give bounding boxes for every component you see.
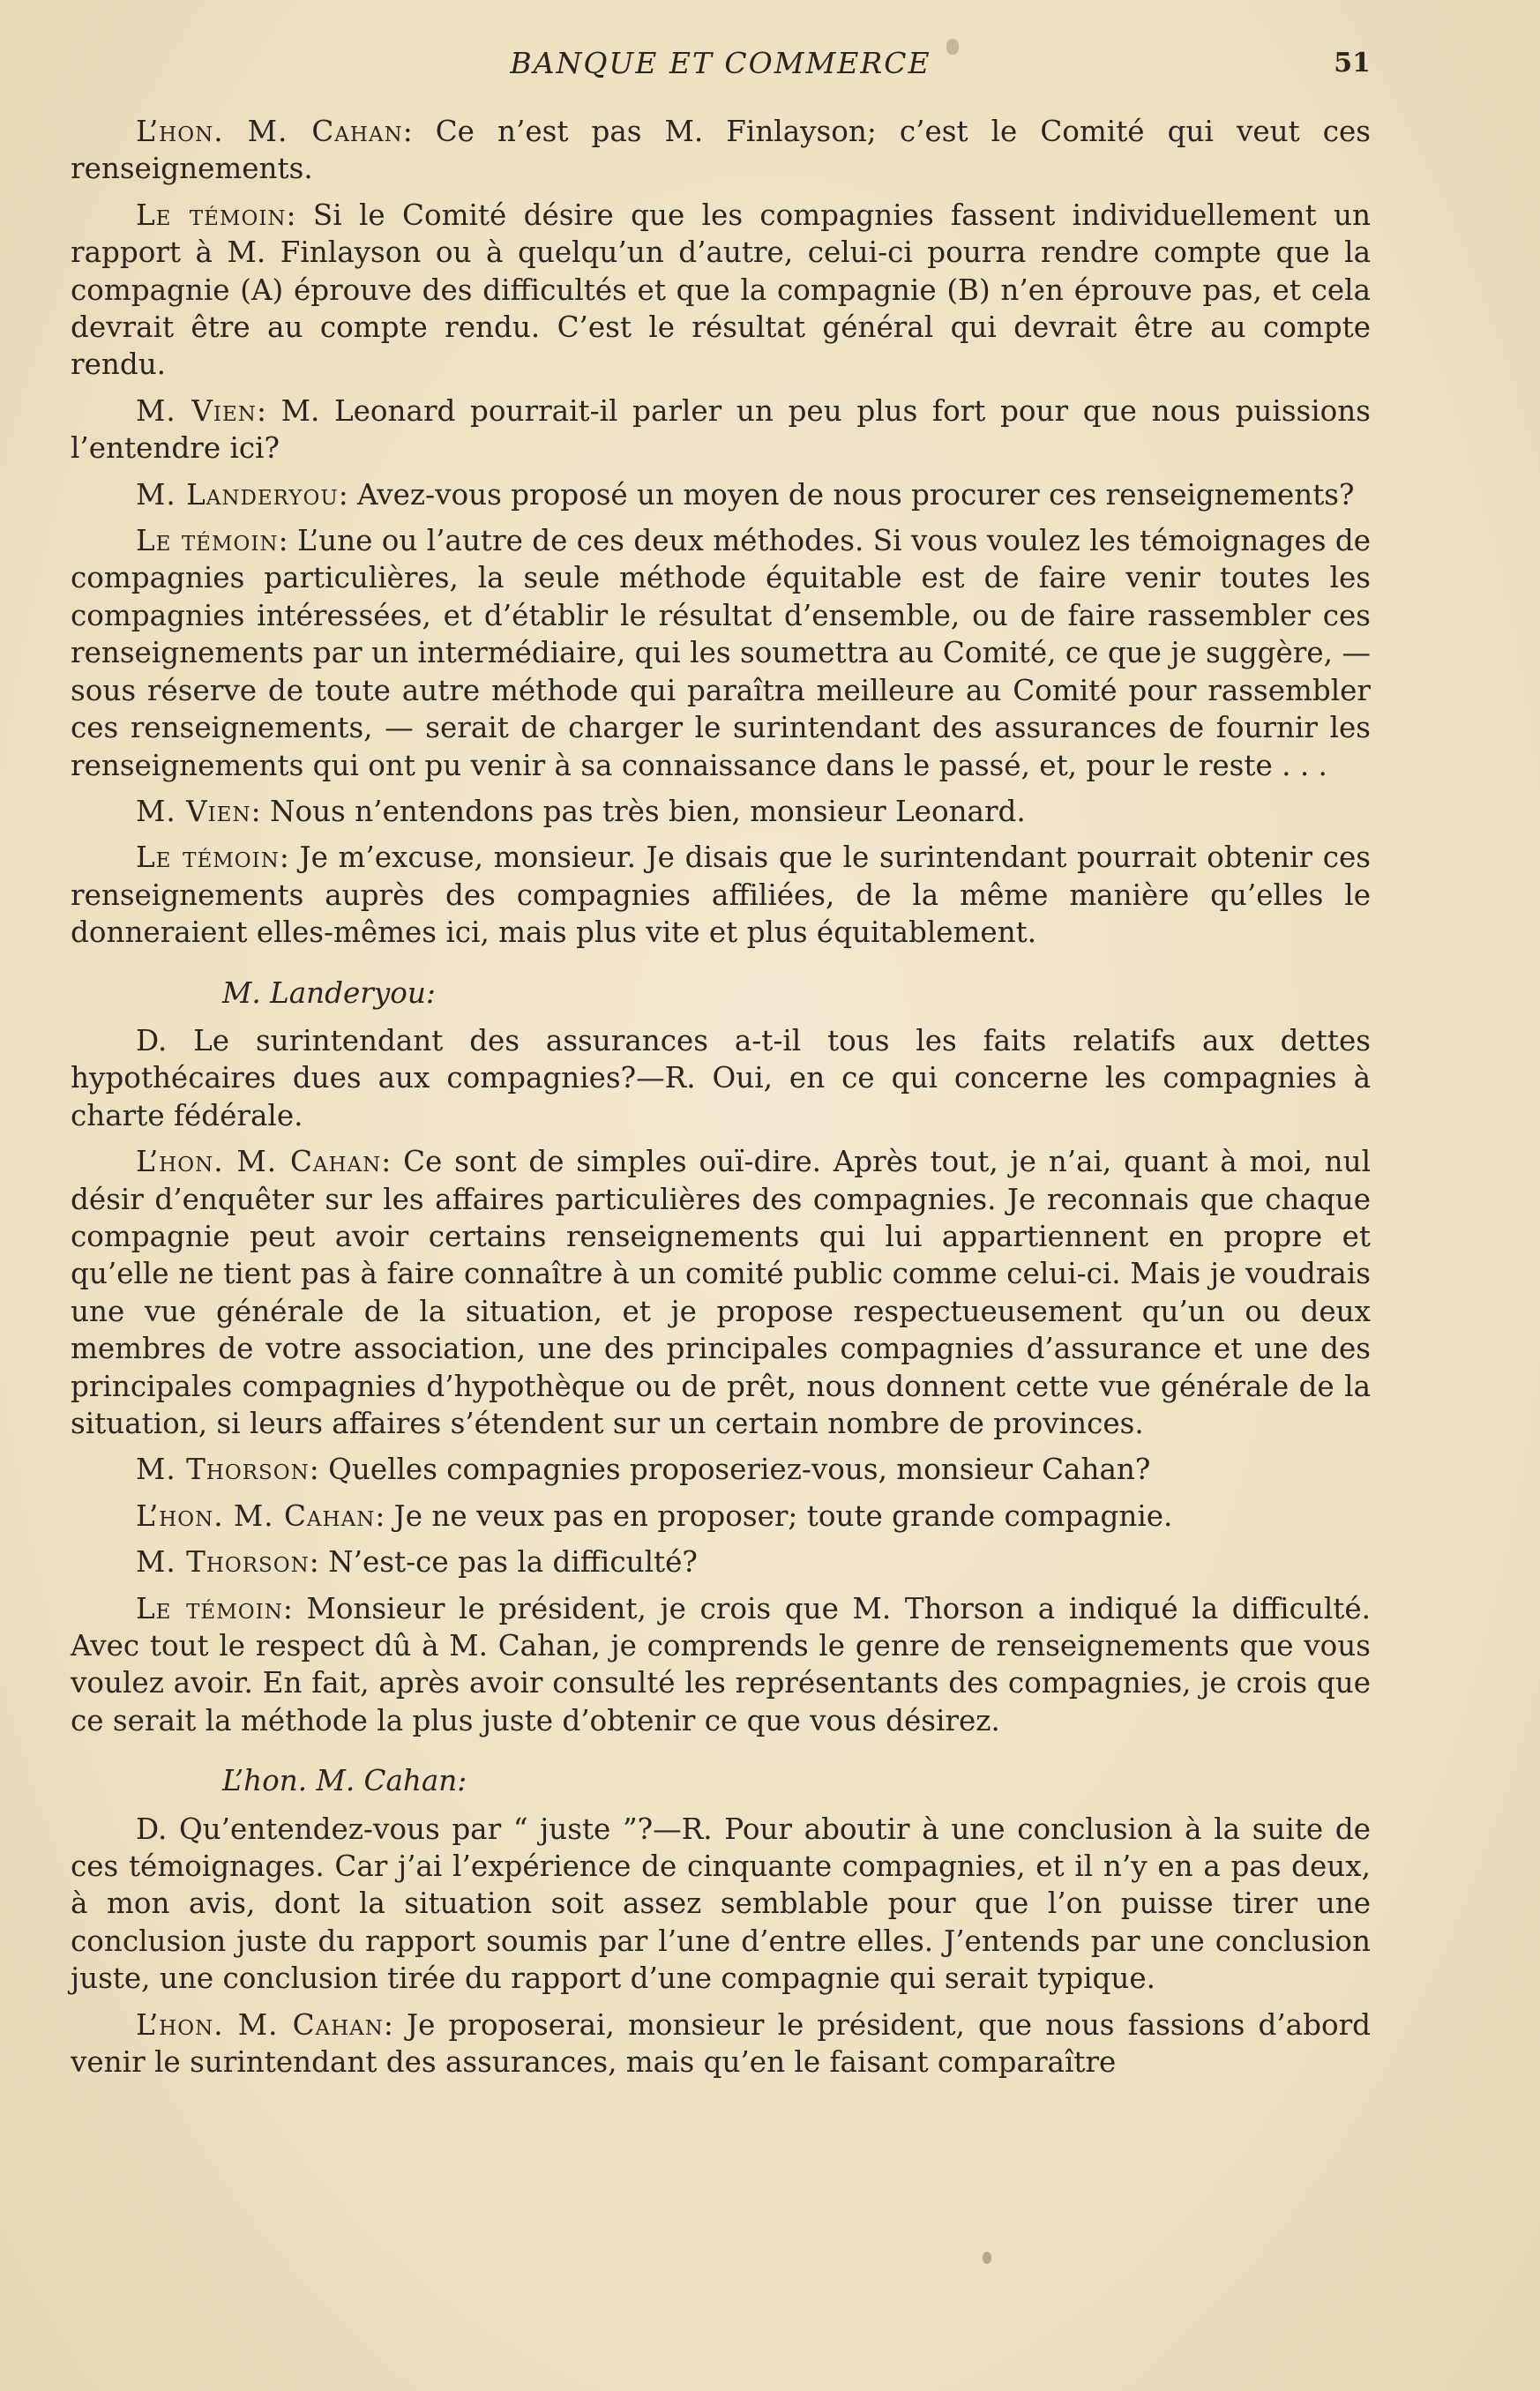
- paragraph: [71, 1451, 1371, 1488]
- paragraph: [71, 839, 1371, 951]
- section-subhead: M. Landeryou:: [222, 975, 436, 1010]
- page-header: [71, 46, 1371, 90]
- speaker-name: M. Vien: [136, 393, 257, 428]
- speaker-name: L’hon. M. Cahan: [136, 115, 403, 148]
- paragraph-text: M. Leonard pourrait-il parler un peu plus fort pour que nous puissions l’entendre ici?: [71, 393, 1371, 466]
- speaker-separator: :: [309, 1545, 329, 1580]
- speaker-separator: :: [309, 1453, 329, 1487]
- speaker-name: Le témoin: [136, 1591, 283, 1625]
- speaker-name: L’hon. M. Cahan: [136, 1145, 382, 1179]
- paragraph-text: Si le Comité désire que les compagnies fassent individuellement un rapport à M. Finlayson ou à quelqu’un d’autre, celui-ci pourra rendre compte que la compagnie (A) éprouve des difficultés et que la compagnie (B) n’en éprouve pas, et cela devrait être au compte rendu. C’est le résultat général qui devrait être au compte rendu.: [71, 198, 1371, 382]
- speaker-name: Le témoin: [136, 841, 280, 875]
- paragraph: [71, 1143, 1371, 1442]
- paragraph: [71, 522, 1371, 784]
- section-subhead: L’hon. M. Cahan:: [222, 1764, 467, 1798]
- running-head: BANQUE ET COMMERCE: [510, 46, 931, 80]
- paragraph-text: Monsieur le président, je crois que M. Thorson a indiqué la difficulté. Avec tout le respect dû à M. Cahan, je comprends le genre de renseignements que vous voulez avoir. En fait, après avoir consulté les représentants des compagnies, je crois que ce serait la méthode la plus juste d’obtenir ce que vous désirez.: [71, 1591, 1371, 1737]
- paragraph: [71, 113, 1371, 188]
- paragraph-text: N’est-ce pas la difficulté?: [328, 1545, 698, 1580]
- paragraph-text: Je ne veux pas en proposer; toute grande compagnie.: [393, 1498, 1173, 1533]
- paragraph: [71, 197, 1371, 384]
- paragraph: [71, 2006, 1371, 2081]
- paragraph-text: Je m’excuse, monsieur. Je disais que le surintendant pourrait obtenir ces renseignements auprès des compagnies affiliées, de la même manière qu’elles le donneraient elles-mêmes ici, mais plus vite et plus équitablement.: [71, 841, 1371, 950]
- speaker-separator: :: [256, 393, 281, 428]
- speaker-separator: :: [381, 1145, 404, 1179]
- speaker-separator: :: [375, 1498, 394, 1533]
- speaker-separator: :: [279, 841, 300, 875]
- speaker-separator: :: [383, 2007, 407, 2042]
- paragraph: [71, 1543, 1371, 1580]
- speaker-separator: :: [282, 1591, 307, 1625]
- speaker-name: M. Thorson: [136, 1453, 310, 1487]
- page-number: 51: [1334, 48, 1371, 78]
- paragraph: [71, 392, 1371, 467]
- paragraph-text: Ce n’est pas M. Finlayson; c’est le Comité qui veut ces renseignements.: [71, 115, 1371, 186]
- paragraph-text: Quelles compagnies proposeriez-vous, monsieur Cahan?: [328, 1453, 1151, 1487]
- paragraph: [71, 1498, 1371, 1535]
- speaker-name: M. Vien: [136, 794, 251, 828]
- paragraph: [71, 793, 1371, 830]
- speaker-name: Le témoin: [136, 198, 287, 232]
- paragraph-text: Ce sont de simples ouï-dire. Après tout, je n’ai, quant à moi, nul désir d’enquêter sur les affaires particulières des compagnies. Je reconnais que chaque compagnie peut avoir certains renseignements qui lui appartiennent en propre et qu’elle ne tient pas à faire connaître à un comité public comme celui-ci. Mais je voudrais une vue générale de la situation, et je propose respectueusement qu’un ou deux membres de votre association, une des principales compagnies d’assurance et une des principales compagnies d’hypothèque ou de prêt, nous donnent cette vue générale de la situation, si leurs affaires s’étendent sur un certain nombre de provinces.: [71, 1145, 1371, 1440]
- paragraph-text: D. Le surintendant des assurances a-t-il tous les faits relatifs aux dettes hypothécaires dues aux compagnies?—R. Oui, en ce qui concerne les compagnies à charte fédérale.: [71, 1023, 1371, 1132]
- speaker-name: L’hon. M. Cahan: [136, 1498, 376, 1533]
- speaker-separator: :: [250, 794, 270, 828]
- paragraph: [71, 1811, 1371, 1998]
- speaker-name: L’hon. M. Cahan: [136, 2007, 384, 2042]
- paragraph-text: Je proposerai, monsieur le président, que nous fassions d’abord venir le surintendant des assurances, mais qu’en le faisant comparaître: [71, 2007, 1371, 2080]
- speaker-separator: :: [278, 524, 297, 558]
- speaker-name: M. Landeryou: [136, 477, 339, 512]
- speaker-separator: :: [286, 198, 313, 232]
- paragraph-text: L’une ou l’autre de ces deux méthodes. Si vous voulez les témoignages de compagnies particulières, la seule méthode équitable est de faire venir toutes les compagnies intéressées, et d’établir le résultat d’ensemble, ou de faire rassembler ces renseignements par un intermédiaire, qui les soumettra au Comité, ce que je suggère, — sous réserve de toute autre méthode qui paraîtra meilleure au Comité pour rassembler ces renseignements, — serait de charger le surintendant des assurances de fournir les renseignements qui ont pu venir à sa connaissance dans le passé, et, pour le reste . . .: [71, 524, 1371, 782]
- paragraph: [71, 1590, 1371, 1740]
- body-text: [71, 113, 1371, 2081]
- paragraph-text: Avez-vous proposé un moyen de nous procurer ces renseignements?: [357, 477, 1355, 512]
- paragraph-text: Nous n’entendons pas très bien, monsieur Leonard.: [269, 794, 1026, 828]
- printer-ornament: [983, 2252, 991, 2264]
- paragraph-text: D. Qu’entendez-vous par “ juste ”?—R. Pour aboutir à une conclusion à la suite de ces témoignages. Car j’ai l’expérience de cinquante compagnies, et il n’y en a pas deux, à mon avis, dont la situation soit assez semblable pour que l’on puisse tirer une conclusion juste du rapport soumis par l’une d’entre elles. J’entends par une conclusion juste, une conclusion tirée du rapport d’une compagnie qui serait typique.: [71, 1812, 1371, 1996]
- paragraph: [71, 476, 1371, 513]
- paragraph: [71, 1022, 1371, 1134]
- speaker-name: M. Thorson: [136, 1545, 310, 1580]
- speaker-name: Le témoin: [136, 524, 279, 558]
- speaker-separator: :: [338, 477, 358, 512]
- speaker-separator: :: [402, 115, 436, 148]
